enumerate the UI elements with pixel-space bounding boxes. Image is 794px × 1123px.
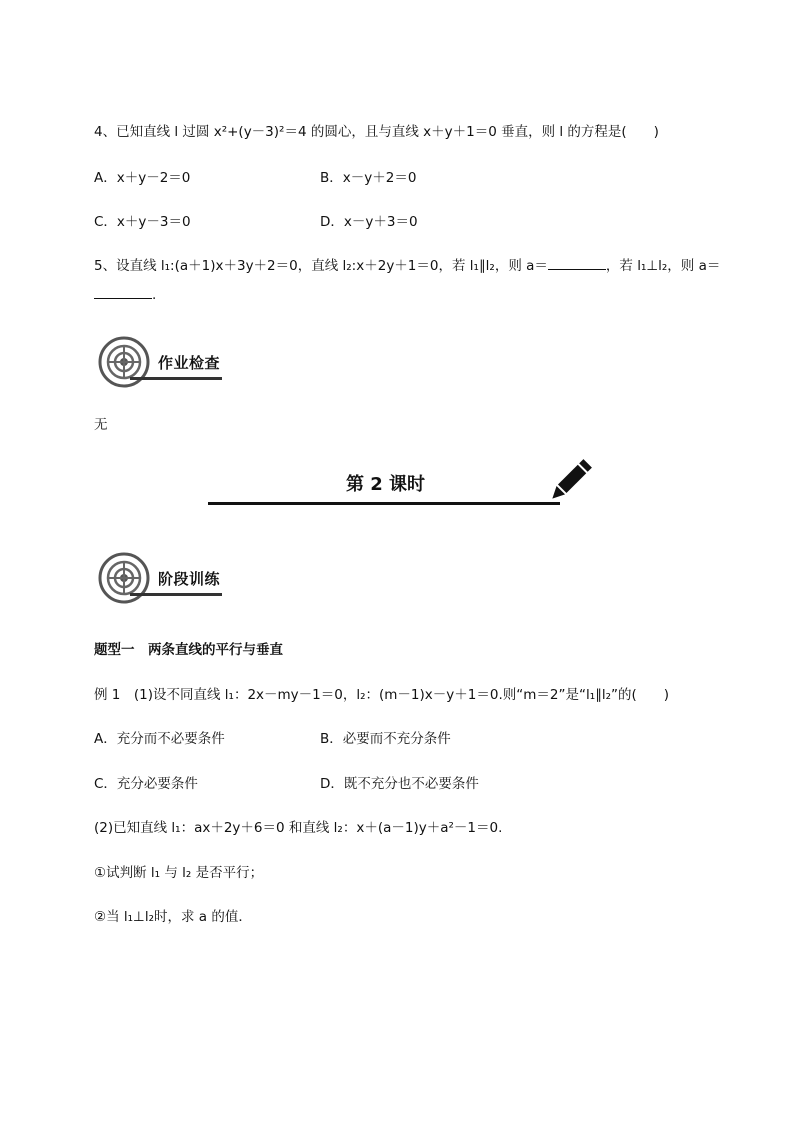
q5-part-2: ，若 l₁⊥l₂，则 a＝ bbox=[605, 258, 721, 274]
question-5-line-2 bbox=[94, 286, 156, 303]
q5-end: . bbox=[152, 287, 157, 303]
homework-section-title: 作业检查 bbox=[158, 354, 221, 372]
training-section-header bbox=[96, 550, 228, 606]
q4-option-b: B．x－y＋2＝0 bbox=[320, 170, 417, 186]
question-4-text: 4、已知直线 l 过圆 x²+(y－3)²＝4 的圆心，且与直线 x＋y＋1＝0 垂直，则 l 的方程是( ) bbox=[94, 124, 659, 140]
lesson-title: 第 2 课时 bbox=[346, 474, 426, 495]
example-1-text: 例 1 (1)设不同直线 l₁：2x－my－1＝0，l₂：(m－1)x－y＋1＝0.则“m＝2”是“l₁∥l₂”的( ) bbox=[94, 687, 670, 703]
homework-content: 无 bbox=[94, 417, 108, 433]
example-1-sub-1: ①试判断 l₁ 与 l₂ 是否平行； bbox=[94, 865, 264, 881]
target-icon bbox=[96, 550, 152, 606]
target-icon bbox=[96, 334, 152, 390]
q5-blank-2[interactable] bbox=[94, 286, 152, 299]
example-1-sub-2: ②当 l₁⊥l₂时，求 a 的值． bbox=[94, 909, 252, 925]
example-1-part-2: (2)已知直线 l₁：ax＋2y＋6＝0 和直线 l₂：x＋(a－1)y＋a²－1＝0. bbox=[94, 820, 503, 836]
ex1-option-a: A．充分而不必要条件 bbox=[94, 731, 225, 747]
lesson-rule bbox=[208, 502, 560, 505]
q4-option-d: D．x－y＋3＝0 bbox=[320, 214, 418, 230]
q5-blank-1[interactable] bbox=[548, 257, 606, 270]
homework-section-header bbox=[96, 334, 228, 390]
q4-option-a: A．x＋y－2＝0 bbox=[94, 170, 191, 186]
training-section-title: 阶段训练 bbox=[158, 570, 221, 588]
ex1-option-d: D．既不充分也不必要条件 bbox=[320, 776, 479, 792]
q4-option-c: C．x＋y－3＝0 bbox=[94, 214, 191, 230]
ex1-option-b: B．必要而不充分条件 bbox=[320, 731, 451, 747]
badge-underline bbox=[130, 593, 222, 596]
pencil-icon bbox=[546, 456, 594, 506]
question-5-line-1 bbox=[94, 254, 720, 274]
badge-underline bbox=[130, 377, 222, 380]
q5-part-1: 5、设直线 l₁:(a＋1)x＋3y＋2＝0，直线 l₂:x＋2y＋1＝0，若 l₁∥l₂，则 a＝ bbox=[94, 258, 548, 274]
ex1-option-c: C．充分必要条件 bbox=[94, 776, 198, 792]
type-1-title: 题型一 两条直线的平行与垂直 bbox=[94, 642, 283, 658]
